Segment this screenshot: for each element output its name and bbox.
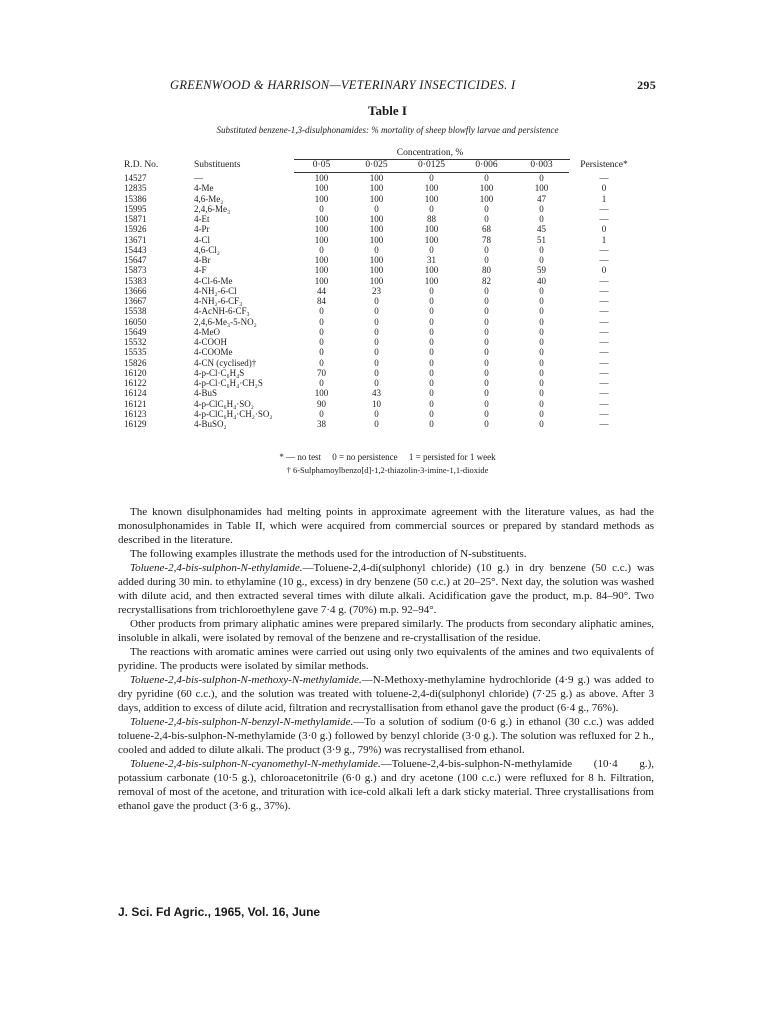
cell-mortality: 82 bbox=[482, 275, 491, 286]
cell-mortality: 0 bbox=[429, 367, 434, 378]
cell-persistence: — bbox=[599, 408, 609, 419]
cell-substituent: 4-p-Cl·C₆H₄·CH₂S bbox=[194, 378, 263, 388]
table-row bbox=[124, 276, 639, 286]
paragraph bbox=[118, 673, 654, 715]
table-row bbox=[124, 399, 639, 409]
cell-mortality: 0 bbox=[374, 326, 379, 337]
cell-substituent: 4-CN (cyclised)† bbox=[194, 357, 257, 368]
col-header-conc-3: 0·0125 bbox=[404, 158, 459, 173]
cell-persistence: — bbox=[599, 357, 609, 368]
cell-mortality: 0 bbox=[374, 378, 379, 388]
cell-mortality: 0 bbox=[484, 316, 489, 327]
cell-mortality: 47 bbox=[537, 193, 546, 204]
cell-mortality: 100 bbox=[424, 193, 439, 204]
cell-mortality: 0 bbox=[539, 398, 544, 409]
cell-mortality: 0 bbox=[319, 408, 324, 419]
cell-mortality: 40 bbox=[537, 275, 546, 286]
cell-mortality: 0 bbox=[484, 367, 489, 378]
cell-mortality: 100 bbox=[314, 234, 329, 245]
cell-mortality: 0 bbox=[374, 347, 379, 358]
cell-mortality: 100 bbox=[479, 193, 494, 204]
cell-mortality: 100 bbox=[534, 183, 549, 194]
cell-persistence: — bbox=[599, 172, 609, 183]
col-header-conc-1: 0·05 bbox=[294, 158, 349, 173]
cell-persistence: — bbox=[599, 378, 609, 388]
cell-substituent: 4-NH₂-6-Cl bbox=[194, 285, 237, 296]
cell-mortality: 0 bbox=[319, 326, 324, 337]
cell-mortality: 0 bbox=[539, 357, 544, 368]
cell-mortality: 0 bbox=[429, 244, 434, 255]
cell-mortality: 100 bbox=[369, 193, 384, 204]
cell-mortality: 78 bbox=[482, 234, 491, 245]
cell-mortality: 0 bbox=[429, 398, 434, 409]
paragraph: Other products from primary aliphatic amines were prepared similarly. The products from secondary aliphatic amines, insoluble in alkali, were isolated by removal of the benzene and re-crystallisation of the residue. bbox=[118, 618, 654, 644]
cell-substituent: 4-F bbox=[194, 265, 207, 276]
cell-mortality: 68 bbox=[482, 224, 491, 235]
cell-rd-number: 15873 bbox=[124, 265, 147, 276]
cell-mortality: 100 bbox=[314, 224, 329, 235]
cell-rd-number: 15649 bbox=[124, 326, 147, 337]
table-row bbox=[124, 183, 639, 193]
cell-rd-number: 12835 bbox=[124, 183, 147, 194]
cell-persistence: — bbox=[599, 419, 609, 429]
cell-mortality: 100 bbox=[314, 173, 329, 183]
cell-mortality: 0 bbox=[539, 388, 544, 399]
cell-mortality: 100 bbox=[424, 275, 439, 286]
journal-citation: J. Sci. Fd Agric., 1965, Vol. 16, June bbox=[118, 905, 321, 919]
cell-mortality: 0 bbox=[429, 285, 434, 296]
cell-mortality: 100 bbox=[424, 265, 439, 276]
cell-mortality: 0 bbox=[429, 316, 434, 327]
cell-mortality: 0 bbox=[374, 244, 379, 255]
paragraph-heading: Toluene-2,4-bis-sulphon-N-benzyl-N-methylamide. bbox=[130, 716, 354, 728]
table-row bbox=[124, 214, 639, 224]
cell-mortality: 0 bbox=[374, 203, 379, 214]
cell-rd-number: 15826 bbox=[124, 357, 147, 368]
cell-persistence: — bbox=[599, 296, 609, 306]
cell-substituent: 4-BuS bbox=[194, 388, 218, 399]
table-row bbox=[124, 265, 639, 275]
cell-rd-number: 15443 bbox=[124, 244, 147, 255]
cell-mortality: 59 bbox=[537, 265, 546, 276]
cell-rd-number: 16121 bbox=[124, 398, 147, 409]
cell-mortality: 100 bbox=[369, 255, 384, 265]
cell-rd-number: 15386 bbox=[124, 193, 147, 204]
cell-rd-number: 15532 bbox=[124, 337, 147, 347]
cell-rd-number: 13671 bbox=[124, 234, 147, 245]
cell-mortality: 70 bbox=[317, 367, 326, 378]
col-header-conc-4: 0·006 bbox=[459, 158, 514, 173]
cell-substituent: 4-Me bbox=[194, 183, 214, 194]
paragraph-text: —To a solution of sodium (0·6 g.) in ethanol (30 c.c.) was added toluene-2,4-bis-sulphon-N-methylamide (3·0 g.) followed by benzyl chloride (3·0 g.). The solution was refluxed for 2 h., cooled and added to dilute alkali. The product (3·9 g., 79%) was recrystallised from ethanol. bbox=[118, 716, 654, 756]
cell-mortality: 84 bbox=[317, 296, 326, 306]
running-title: GREENWOOD & HARRISON—VETERINARY INSECTICIDES. I bbox=[170, 78, 516, 92]
cell-persistence: — bbox=[599, 214, 609, 224]
table-row bbox=[124, 306, 639, 316]
cell-mortality: 100 bbox=[369, 214, 384, 224]
cell-persistence: — bbox=[599, 285, 609, 296]
cell-mortality: 0 bbox=[484, 255, 489, 265]
cell-mortality: 38 bbox=[317, 419, 326, 429]
paragraph: The reactions with aromatic amines were carried out using only two equivalents of the amines and two equivalents of pyridine. The products were isolated by similar methods. bbox=[118, 646, 654, 672]
cell-mortality: 0 bbox=[539, 203, 544, 214]
cell-persistence: — bbox=[599, 347, 609, 358]
cell-mortality: 0 bbox=[319, 337, 324, 347]
cell-mortality: 0 bbox=[484, 388, 489, 399]
paragraph-heading: Toluene-2,4-bis-sulphon-N-cyanomethyl-N-methylamide. bbox=[130, 758, 381, 770]
table-row bbox=[124, 173, 639, 184]
cell-substituent: 4-BuSO₂ bbox=[194, 419, 227, 429]
cell-mortality: 0 bbox=[484, 214, 489, 224]
cell-rd-number: 16120 bbox=[124, 367, 147, 378]
cell-persistence: 1 bbox=[601, 234, 607, 245]
cell-mortality: 0 bbox=[484, 244, 489, 255]
cell-substituent: 4-MeO bbox=[194, 326, 220, 337]
cell-mortality: 100 bbox=[369, 265, 384, 276]
cell-persistence: — bbox=[599, 275, 609, 286]
cell-mortality: 45 bbox=[537, 224, 546, 235]
cell-mortality: 100 bbox=[369, 183, 384, 194]
cell-mortality: 0 bbox=[484, 173, 489, 183]
col-header-conc-2: 0·025 bbox=[349, 158, 404, 173]
paragraph bbox=[118, 561, 654, 617]
cell-mortality: 0 bbox=[374, 316, 379, 327]
cell-rd-number: 16122 bbox=[124, 378, 147, 388]
cell-mortality: 0 bbox=[429, 378, 434, 388]
paragraph-text: —Toluene-2,4-di(sulphonyl chloride) (10 g.) in dry benzene (50 c.c.) was added during 30 min. to ethylamine (10 g., excess) in dry benzene (50 c.c.) at 20–25°. Next day, the solution was washed with dilute acid, and then extracted several times with dilute alkali. Acidification gave the product, m.p. 84–90°. Two recrystallisations from trichloroethylene gave 7·4 g. (70%) m.p. 92–94°. bbox=[118, 562, 654, 616]
cell-mortality: 0 bbox=[539, 296, 544, 306]
cell-substituent: 4-p-ClC₆H₄·CH₂·SO₂ bbox=[194, 408, 273, 419]
cell-persistence: 1 bbox=[601, 193, 607, 204]
cell-persistence: — bbox=[599, 244, 609, 255]
cell-mortality: 0 bbox=[429, 337, 434, 347]
paragraph: The known disulphonamides had melting points in approximate agreement with the literature values, as had the monosulphonamides in Table II, which were acquired from commercial sources or prepared by standard methods as described in the literature. bbox=[118, 506, 654, 546]
cell-mortality: 0 bbox=[319, 347, 324, 358]
cell-mortality: 0 bbox=[429, 296, 434, 306]
mortality-table bbox=[124, 158, 639, 429]
cell-mortality: 0 bbox=[319, 316, 324, 327]
cell-mortality: 43 bbox=[372, 388, 381, 399]
table-row bbox=[124, 347, 639, 357]
cell-mortality: 0 bbox=[484, 203, 489, 214]
cell-substituent: 4-Pr bbox=[194, 224, 210, 235]
cell-persistence: — bbox=[599, 255, 609, 265]
cell-substituent: 4-Br bbox=[194, 255, 211, 265]
cell-mortality: 0 bbox=[484, 306, 489, 317]
cell-mortality: 0 bbox=[539, 285, 544, 296]
cell-rd-number: 13667 bbox=[124, 296, 147, 306]
cell-rd-number: 15926 bbox=[124, 224, 147, 235]
running-header bbox=[170, 78, 656, 93]
cell-rd-number: 15995 bbox=[124, 203, 147, 214]
cell-mortality: 0 bbox=[539, 306, 544, 317]
cell-mortality: 0 bbox=[484, 347, 489, 358]
table-row bbox=[124, 286, 639, 296]
cell-mortality: 0 bbox=[484, 285, 489, 296]
paragraph-heading: Toluene-2,4-bis-sulphon-N-methoxy-N-methylamide. bbox=[130, 674, 362, 686]
cell-persistence: — bbox=[599, 398, 609, 409]
cell-mortality: 0 bbox=[319, 357, 324, 368]
cell-substituent: 4-Cl bbox=[194, 234, 211, 245]
cell-mortality: 100 bbox=[314, 265, 329, 276]
paragraph: The following examples illustrate the methods used for the introduction of N-substituents. bbox=[130, 548, 527, 560]
cell-substituent: 2,4,6-Me₃-5-NO₂ bbox=[194, 316, 257, 327]
cell-mortality: 100 bbox=[314, 214, 329, 224]
table-row bbox=[124, 368, 639, 378]
cell-substituent: 4-COOMe bbox=[194, 347, 233, 358]
paragraph-text: —Toluene-2,4-bis-sulphon-N-methylamide (10·4 g.), potassium carbonate (10·5 g.), chloroacetonitrile (6·0 g.) and dry acetone (100 c.c.) were refluxed for 8 h. Filtration, removal of most of the acetone, and trituration with ice-cold alkali left a dark sticky material. Three crystallisations from ethanol gave the product (3·6 g., 37%). bbox=[118, 758, 654, 812]
cell-rd-number: 15535 bbox=[124, 347, 147, 358]
cell-mortality: 0 bbox=[429, 408, 434, 419]
cell-substituent: 4-AcNH-6-CF₃ bbox=[194, 306, 250, 317]
cell-mortality: 0 bbox=[374, 408, 379, 419]
cell-mortality: 80 bbox=[482, 265, 491, 276]
cell-substituent: 4-Et bbox=[194, 214, 210, 224]
cell-mortality: 0 bbox=[429, 419, 434, 429]
cell-mortality: 0 bbox=[539, 347, 544, 358]
cell-mortality: 23 bbox=[372, 285, 381, 296]
cell-persistence: — bbox=[599, 203, 609, 214]
cell-mortality: 0 bbox=[539, 255, 544, 265]
data-table-container bbox=[124, 158, 639, 429]
table-row bbox=[124, 296, 639, 306]
table-body bbox=[124, 173, 639, 430]
table-caption: Substituted benzene-1,3-disulphonamides: % mortality of sheep blowfly larvae and persistence bbox=[216, 125, 559, 135]
cell-mortality: 0 bbox=[319, 378, 324, 388]
cell-persistence: — bbox=[599, 306, 609, 317]
cell-mortality: 0 bbox=[429, 388, 434, 399]
table-row bbox=[124, 419, 639, 429]
cell-mortality: 100 bbox=[479, 183, 494, 194]
cell-rd-number: 13666 bbox=[124, 285, 147, 296]
cell-rd-number: 16129 bbox=[124, 419, 147, 429]
paragraph-heading: Toluene-2,4-bis-sulphon-N-ethylamide. bbox=[130, 562, 303, 574]
cell-mortality: 0 bbox=[539, 214, 544, 224]
cell-mortality: 100 bbox=[314, 275, 329, 286]
cell-mortality: 0 bbox=[484, 337, 489, 347]
cell-persistence: 0 bbox=[601, 183, 607, 194]
cell-substituent: 4,6-Me₂ bbox=[194, 193, 224, 204]
cell-mortality: 0 bbox=[484, 378, 489, 388]
cell-mortality: 0 bbox=[429, 203, 434, 214]
cell-mortality: 51 bbox=[537, 234, 546, 245]
cell-mortality: 0 bbox=[539, 367, 544, 378]
table-row bbox=[124, 327, 639, 337]
cell-substituent: 2,4,6-Me₃ bbox=[194, 203, 231, 214]
cell-rd-number: 14527 bbox=[124, 172, 147, 183]
table-row bbox=[124, 255, 639, 265]
table-footnote-dagger: † 6-Sulphamoylbenzo[d]-1,2-thiazolin-3-imine-1,1-dioxide bbox=[286, 465, 489, 475]
table-row bbox=[124, 317, 639, 327]
cell-persistence: — bbox=[599, 337, 609, 347]
cell-rd-number: 15871 bbox=[124, 214, 147, 224]
cell-substituent: 4-p-ClC₆H₄·SO₂ bbox=[194, 398, 254, 409]
cell-mortality: 0 bbox=[539, 378, 544, 388]
cell-substituent: 4-p-Cl·C₆H₄S bbox=[194, 367, 245, 378]
cell-mortality: 100 bbox=[314, 183, 329, 194]
cell-mortality: 44 bbox=[317, 285, 326, 296]
cell-rd-number: 16124 bbox=[124, 388, 147, 399]
cell-mortality: 0 bbox=[429, 326, 434, 337]
table-title: Table I bbox=[368, 103, 407, 118]
cell-mortality: 88 bbox=[427, 214, 436, 224]
concentration-header: Concentration, % bbox=[396, 148, 464, 158]
cell-mortality: 0 bbox=[484, 398, 489, 409]
table-row bbox=[124, 337, 639, 347]
cell-mortality: 0 bbox=[484, 408, 489, 419]
cell-mortality: 0 bbox=[319, 203, 324, 214]
cell-mortality: 0 bbox=[539, 173, 544, 183]
cell-mortality: 10 bbox=[372, 398, 381, 409]
cell-mortality: 0 bbox=[539, 244, 544, 255]
paragraph-text: —N-Methoxy-methylamine hydrochloride (4·9 g.) was added to dry pyridine (60 c.c.), and the solution was treated with toluene-2,4-di(sulphonyl chloride) (7·25 g.) as above. After 3 days, addition to excess of dilute acid, filtration and recrystallisation from ethanol gave the product (6·4 g., 76%). bbox=[118, 674, 654, 714]
table-row bbox=[124, 245, 639, 255]
cell-mortality: 0 bbox=[374, 419, 379, 429]
paragraph bbox=[118, 715, 654, 757]
cell-mortality: 31 bbox=[427, 255, 436, 265]
cell-mortality: 0 bbox=[484, 296, 489, 306]
cell-substituent: 4-Cl-6-Me bbox=[194, 275, 233, 286]
cell-substituent: — bbox=[194, 172, 203, 183]
cell-rd-number: 15383 bbox=[124, 275, 147, 286]
cell-persistence: 0 bbox=[601, 224, 607, 235]
cell-mortality: 0 bbox=[539, 326, 544, 337]
cell-persistence: — bbox=[599, 326, 609, 337]
cell-rd-number: 15647 bbox=[124, 255, 147, 265]
cell-mortality: 100 bbox=[314, 193, 329, 204]
cell-rd-number: 16050 bbox=[124, 316, 147, 327]
cell-mortality: 100 bbox=[369, 234, 384, 245]
table-row bbox=[124, 388, 639, 398]
cell-persistence: — bbox=[599, 367, 609, 378]
table-row bbox=[124, 194, 639, 204]
cell-mortality: 0 bbox=[539, 337, 544, 347]
cell-mortality: 0 bbox=[374, 357, 379, 368]
table-row bbox=[124, 409, 639, 419]
cell-mortality: 90 bbox=[317, 398, 326, 409]
cell-mortality: 100 bbox=[314, 388, 329, 399]
cell-mortality: 0 bbox=[429, 357, 434, 368]
cell-persistence: — bbox=[599, 316, 609, 327]
cell-mortality: 100 bbox=[369, 173, 384, 183]
col-header-persistence: Persistence* bbox=[580, 160, 628, 171]
cell-persistence: — bbox=[599, 388, 609, 399]
cell-mortality: 0 bbox=[374, 367, 379, 378]
cell-mortality: 100 bbox=[369, 224, 384, 235]
cell-mortality: 0 bbox=[429, 173, 434, 183]
cell-mortality: 100 bbox=[369, 275, 384, 286]
body-text bbox=[118, 505, 654, 813]
cell-mortality: 100 bbox=[424, 224, 439, 235]
cell-mortality: 100 bbox=[424, 183, 439, 194]
cell-mortality: 0 bbox=[539, 316, 544, 327]
cell-substituent: 4,6-Cl₂ bbox=[194, 244, 220, 255]
cell-mortality: 0 bbox=[429, 347, 434, 358]
table-header-row bbox=[124, 158, 639, 173]
table-row bbox=[124, 358, 639, 368]
cell-rd-number: 15538 bbox=[124, 306, 147, 317]
cell-substituent: 4-COOH bbox=[194, 337, 227, 347]
cell-mortality: 100 bbox=[424, 234, 439, 245]
table-row bbox=[124, 204, 639, 214]
table-footnote-legend: * — no test 0 = no persistence 1 = persisted for 1 week bbox=[279, 452, 496, 462]
table-row bbox=[124, 224, 639, 234]
cell-mortality: 0 bbox=[374, 296, 379, 306]
col-header-rd: R.D. No. bbox=[124, 160, 159, 171]
cell-mortality: 0 bbox=[539, 408, 544, 419]
cell-mortality: 0 bbox=[484, 326, 489, 337]
cell-mortality: 0 bbox=[429, 306, 434, 317]
table-row bbox=[124, 235, 639, 245]
cell-persistence: 0 bbox=[601, 265, 607, 276]
col-header-conc-5: 0·003 bbox=[514, 158, 569, 173]
cell-mortality: 0 bbox=[319, 244, 324, 255]
table-row bbox=[124, 378, 639, 388]
cell-mortality: 0 bbox=[484, 419, 489, 429]
cell-mortality: 0 bbox=[319, 306, 324, 317]
cell-mortality: 0 bbox=[484, 357, 489, 368]
cell-mortality: 0 bbox=[539, 419, 544, 429]
cell-mortality: 0 bbox=[374, 337, 379, 347]
col-header-substituents: Substituents bbox=[194, 160, 241, 171]
cell-mortality: 0 bbox=[374, 306, 379, 317]
paragraph bbox=[118, 757, 654, 813]
cell-substituent: 4-NH₂-6-CF₃ bbox=[194, 296, 243, 306]
cell-mortality: 100 bbox=[314, 255, 329, 265]
page-number: 295 bbox=[637, 78, 656, 92]
cell-rd-number: 16123 bbox=[124, 408, 147, 419]
